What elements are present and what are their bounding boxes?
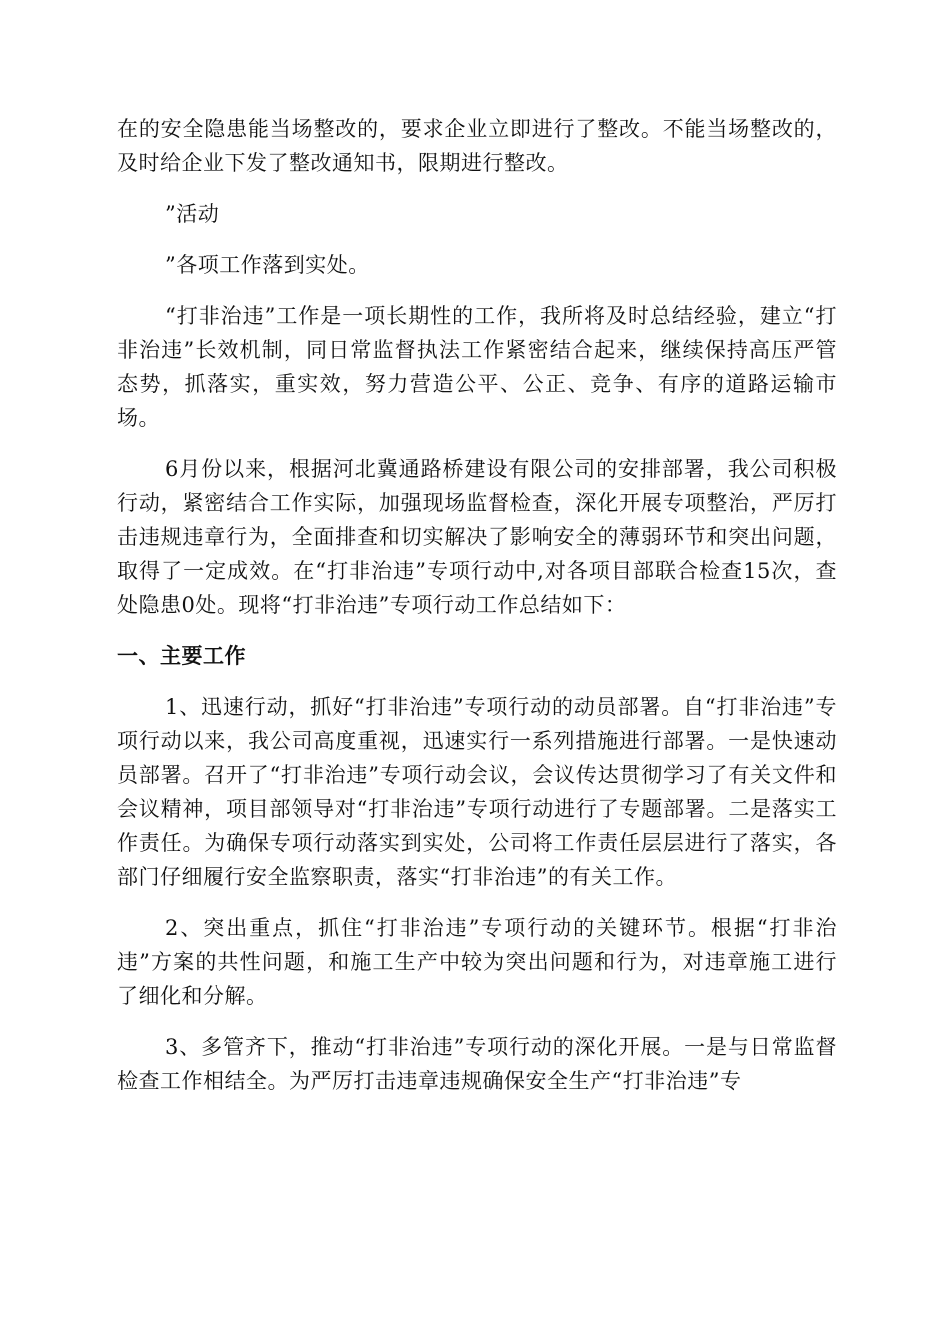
paragraph-fragment-activity: ”活动: [165, 202, 220, 226]
paragraph-fragment-implementation: ”各项工作落到实处。: [165, 253, 370, 277]
paragraph-item-2: 2、突出重点，抓住“打非治违”专项行动的关键环节。根据“打非治违”方案的共性问题，和施工生产中较为突出问题和行为，对违章施工进行了细化和分解。: [117, 916, 837, 1008]
paragraph-summary-intro: 6月份以来，根据河北冀通路桥建设有限公司的安排部署，我公司积极行动，紧密结合工作实际，加强现场监督检查，深化开展专项整治，严厉打击违规违章行为，全面排查和切实解决了影响安全的薄弱环节和突出问题，取得了一定成效。在“打非治违”专项行动中,对各项目部联合检查15次，查处隐患0处。现将“打非治违”专项行动工作总结如下：: [117, 457, 837, 617]
section-heading-main-work: 一、主要工作: [117, 644, 246, 668]
paragraph-item-3: 3、多管齐下，推动“打非治违”专项行动的深化开展。一是与日常监督检查工作相结全。为严厉打击违章违规确保安全生产“打非治违”专: [117, 1035, 837, 1093]
paragraph-item-1: 1、迅速行动，抓好“打非治违”专项行动的动员部署。自“打非治违”专项行动以来，我公司高度重视，迅速实行一系列措施进行部署。一是快速动员部署。召开了“打非治违”专项行动会议，会议传达贯彻学习了有关文件和会议精神，项目部领导对“打非治违”专项行动进行了专题部署。二是落实工作责任。为确保专项行动落实到实处，公司将工作责任层层进行了落实，各部门仔细履行安全监察职责，落实“打非治违”的有关工作。: [117, 695, 837, 889]
paragraph-long-term-mechanism: “打非治违”工作是一项长期性的工作，我所将及时总结经验，建立“打非治违”长效机制，同日常监督执法工作紧密结合起来，继续保持高压严管态势，抓落实，重实效，努力营造公平、公正、竞争、有序的道路运输市场。: [117, 304, 837, 430]
document-body: [117, 112, 837, 1115]
paragraph-continuation: 在的安全隐患能当场整改的，要求企业立即进行了整改。不能当场整改的，及时给企业下发了整改通知书，限期进行整改。: [117, 117, 837, 175]
